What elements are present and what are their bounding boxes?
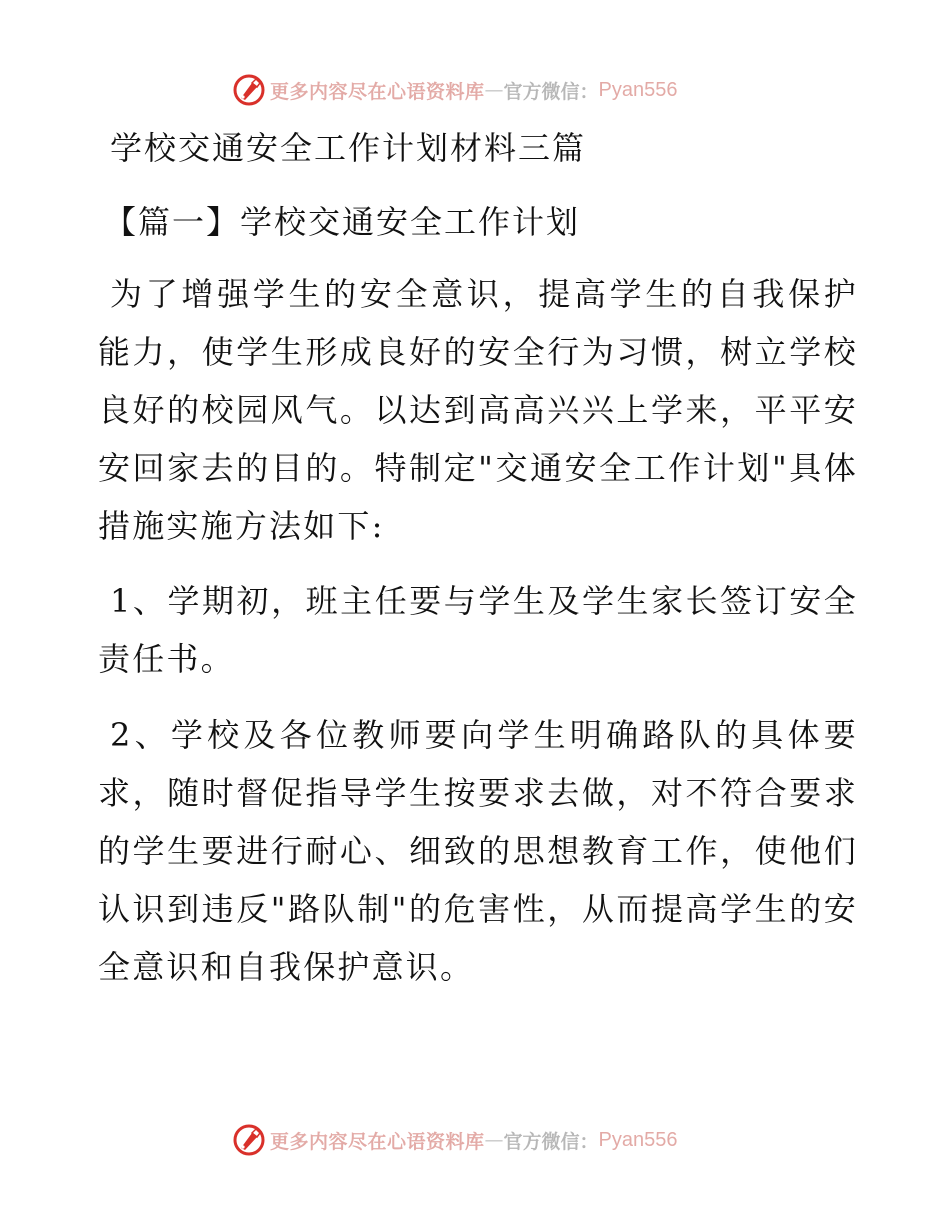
- banner-wechat-id: Pyan556: [598, 1128, 678, 1151]
- header-watermark-banner: [232, 72, 678, 108]
- banner-wechat-id: Pyan556: [598, 78, 678, 101]
- document-title: 学校交通安全工作计划材料三篇: [110, 129, 587, 167]
- list-item-1: 1、学期初，班主任要与学生及学生家长签订安全责任书。: [98, 582, 858, 678]
- banner-wechat-label: 官方微信：: [503, 80, 599, 103]
- banner-separator: —: [484, 1129, 504, 1151]
- intro-paragraph: 为了增强学生的安全意识，提高学生的自我保护能力，使学生形成良好的安全行为习惯，树立学校良好的校园风气。以达到高高兴兴上学来，平平安安回家去的目的。特制定"交通安全工作计划"具体措施实施方法如下:: [98, 275, 858, 545]
- list-item-2: 2、学校及各位教师要向学生明确路队的具体要求，随时督促指导学生按要求去做，对不符合要求的学生要进行耐心、细致的思想教育工作，使他们认识到违反"路队制"的危害性，从而提高学生的安全意识和自我保护意识。: [98, 716, 858, 986]
- pen-nib-logo-icon: [232, 73, 266, 107]
- banner-separator: —: [484, 79, 504, 101]
- banner-main-text: 更多内容尽在心语资料库: [270, 80, 485, 103]
- banner-main-text: 更多内容尽在心语资料库: [270, 1130, 485, 1153]
- pen-nib-logo-icon: [232, 1123, 266, 1157]
- banner-wechat-label: 官方微信：: [503, 1130, 599, 1153]
- section-heading: 【篇一】学校交通安全工作计划: [104, 203, 581, 241]
- footer-watermark-banner: [232, 1122, 678, 1158]
